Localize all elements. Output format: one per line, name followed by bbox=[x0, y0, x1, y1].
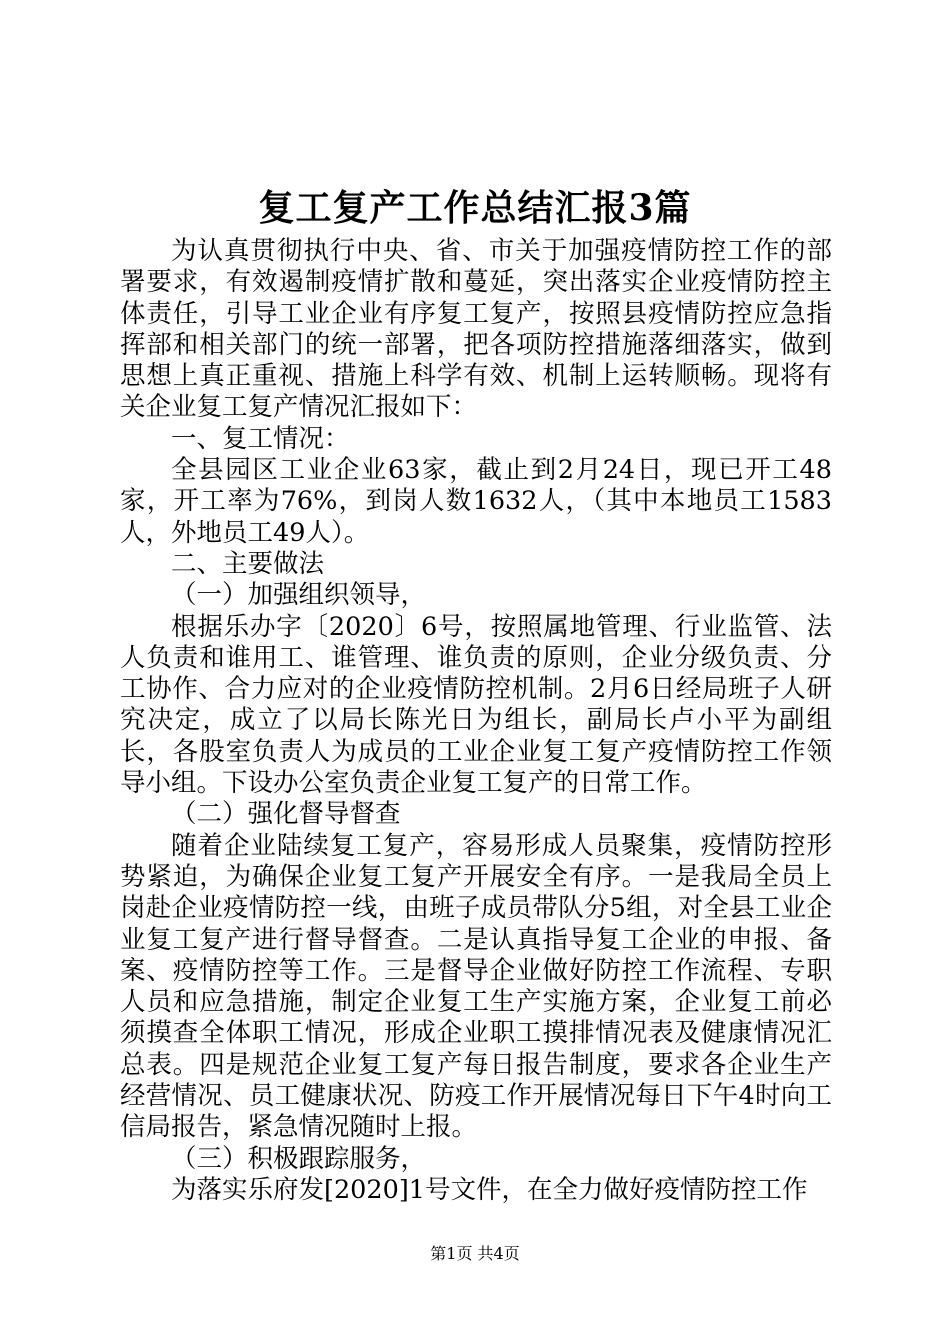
paragraph-resumption-status: 全县园区工业企业63家，截止到2月24日，现已开工48家，开工率为76%，到岗人数1632人，（其中本地员工1583人，外地员工49人）。 bbox=[120, 455, 832, 548]
heading-section-1: 一、复工情况： bbox=[171, 423, 350, 454]
subheading-1: （一）加强组织领导， bbox=[171, 580, 427, 611]
paragraph-supervision: 随着企业陆续复工复产，容易形成人员聚集，疫情防控形势紧迫，为确保企业复工复产开展安全有序。一是我局全员上岗赴企业疫情防控一线，由班子成员带队分5组，对全县工业企业复工复产进行督导督查。二是认真指导复工企业的申报、备案、疫情防控等工作。三是督导企业做好防控工作流程、专职人员和应急措施，制定企业复工生产实施方案，企业复工前必须摸查全体职工情况，形成企业职工摸排情况表及健康情况汇总表。四是规范企业复工复产每日报告制度，要求各企业生产经营情况、员工健康状况、防疫工作开展情况每日下午4时向工信局报告，紧急情况随时上报。 bbox=[120, 830, 832, 1143]
paragraph-service: 为落实乐府发[2020]1号文件，在全力做好疫情防控工作 bbox=[171, 1174, 808, 1205]
paragraph-intro: 为认真贯彻执行中央、省、市关于加强疫情防控工作的部署要求，有效遏制疫情扩散和蔓延，突出落实企业疫情防控主体责任，引导工业企业有序复工复产，按照县疫情防控应急指挥部和相关部门的统一部署，把各项防控措施落细落实，做到思想上真正重视、措施上科学有效、机制上运转顺畅。现将有关企业复工复产情况汇报如下： bbox=[120, 236, 832, 423]
heading-section-2: 二、主要做法 bbox=[171, 548, 325, 579]
document-title: 复工复产工作总结汇报3篇 bbox=[258, 187, 692, 229]
document-body bbox=[120, 236, 832, 1206]
page-footer: 第1页 共4页 bbox=[430, 1244, 520, 1263]
subheading-2: （二）强化督导督查 bbox=[171, 799, 401, 830]
subheading-3: （三）积极跟踪服务， bbox=[171, 1143, 427, 1174]
paragraph-organization: 根据乐办字〔2020〕6号，按照属地管理、行业监管、法人负责和谁用工、谁管理、谁负责的原则，企业分级负责、分工协作、合力应对的企业疫情防控机制。2月6日经局班子人研究决定，成立了以局长陈光日为组长，副局长卢小平为副组长，各股室负责人为成员的工业企业复工复产疫情防控工作领导小组。下设办公室负责企业复工复产的日常工作。 bbox=[120, 611, 832, 799]
